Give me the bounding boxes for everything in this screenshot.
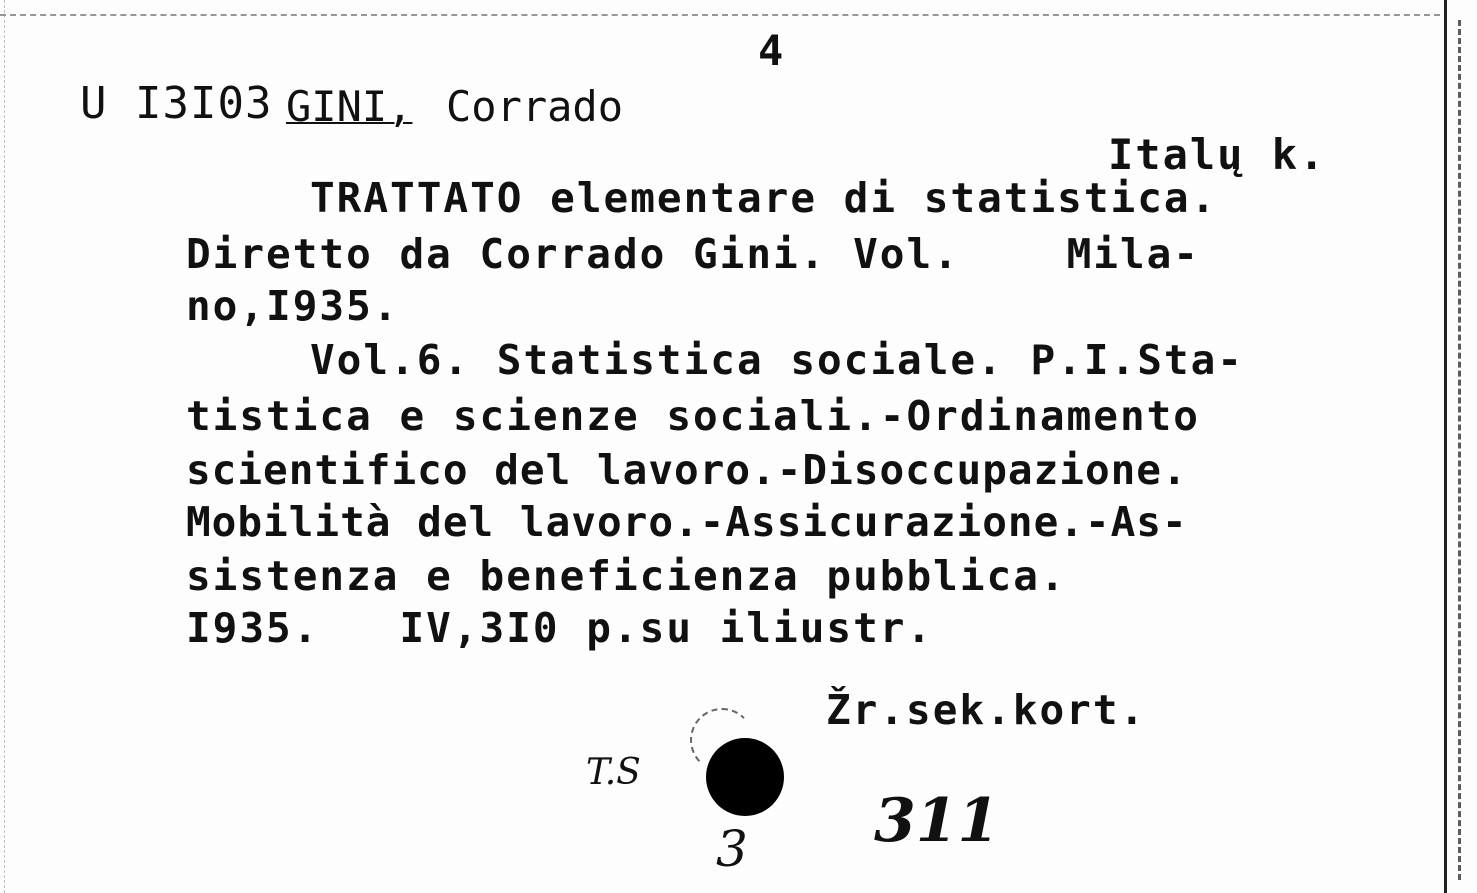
handwritten-3: 3 bbox=[716, 820, 748, 878]
see-card-note: Žr.sek.kort. bbox=[826, 686, 1147, 734]
card-right-edge-perforation bbox=[1458, 20, 1461, 880]
punch-hole bbox=[706, 738, 784, 816]
card-right-edge bbox=[1444, 0, 1447, 893]
author-given-name: Corrado bbox=[446, 82, 624, 131]
call-number: U I3I03 bbox=[80, 78, 273, 129]
body-line-9: I935. IV,3I0 p.su iliustr. bbox=[186, 604, 934, 652]
card-top-edge bbox=[0, 14, 1440, 16]
body-line-6: scientifico del lavoro.-Disoccupazione. bbox=[186, 446, 1188, 494]
handwritten-311: 311 bbox=[874, 786, 1000, 856]
card-left-edge bbox=[4, 0, 5, 893]
handwritten-ts: T.S bbox=[586, 752, 641, 793]
body-line-1: TRATTATO elementare di statistica. bbox=[310, 174, 1218, 222]
language-note: Italų k. bbox=[1108, 130, 1327, 179]
body-line-2: Diretto da Corrado Gini. Vol. Mila- bbox=[186, 230, 1200, 278]
body-line-7: Mobilità del lavoro.-Assicurazione.-As- bbox=[186, 498, 1188, 546]
body-line-4: Vol.6. Statistica sociale. P.I.Sta- bbox=[310, 336, 1244, 384]
top-number: 4 bbox=[758, 26, 786, 75]
body-line-5: tistica e scienze sociali.-Ordinamento bbox=[186, 392, 1200, 440]
body-line-3: no,I935. bbox=[186, 282, 400, 330]
author-surname: GINI, bbox=[286, 82, 413, 131]
body-line-8: sistenza e beneficienza pubblica. bbox=[186, 552, 1067, 600]
